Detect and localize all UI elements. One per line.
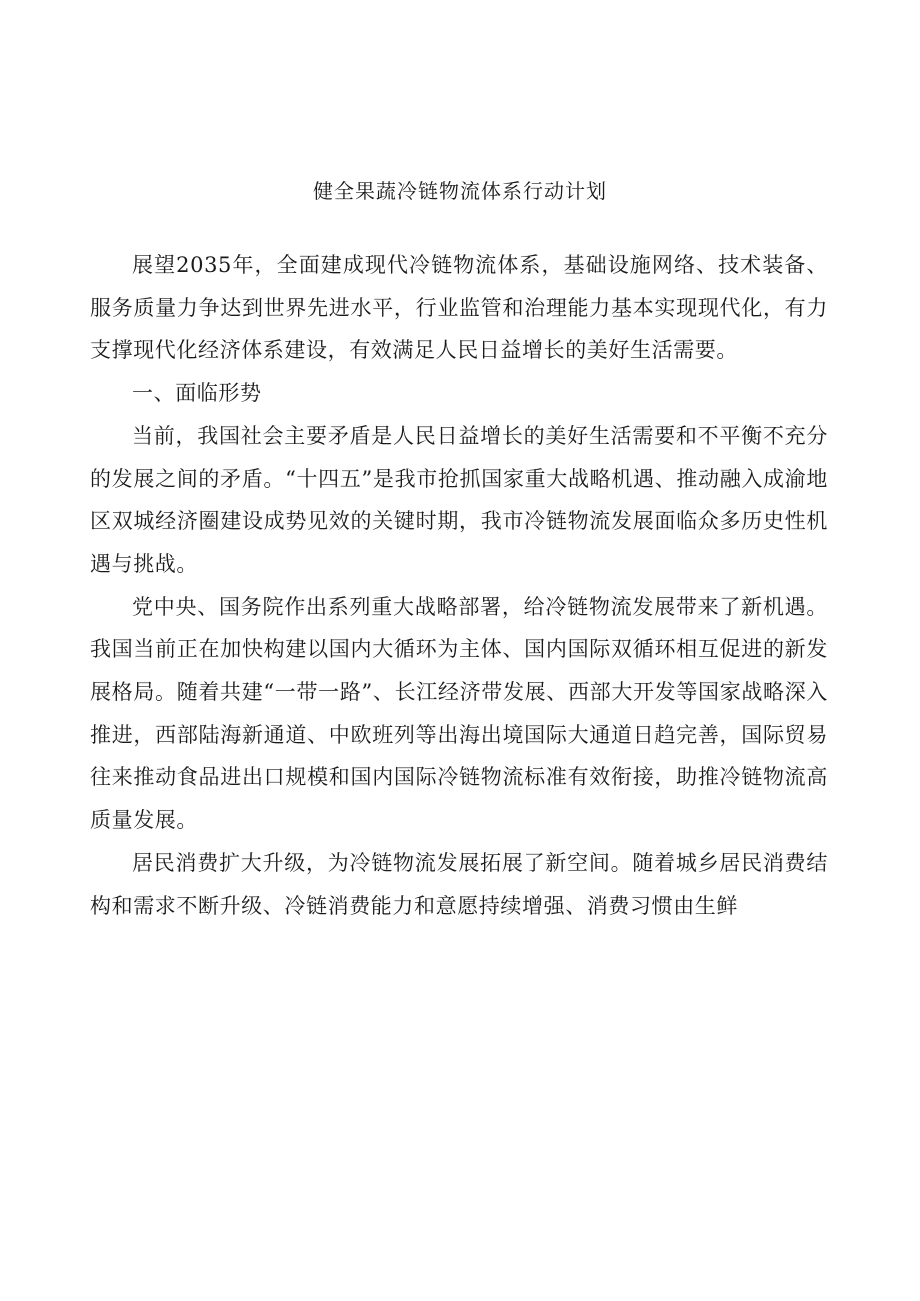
paragraph-outlook-2035: 展望2035年，全面建成现代冷链物流体系，基础设施网络、技术装备、服务质量力争达到世界先进水平，行业监管和治理能力基本实现现代化，有力支撑现代化经济体系建设，有效满足人民日益增长的美好生活需要。 (90, 253, 828, 363)
paragraph-current-situation: 当前，我国社会主要矛盾是人民日益增长的美好生活需要和不平衡不充分的发展之间的矛盾。“十四五”是我市抢抓国家重大战略机遇、推动融入成渝地区双城经济圈建设成势见效的关键时期，我市冷链物流发展面临众多历史性机遇与挑战。 (90, 423, 828, 576)
paragraph-consumption-upgrade: 居民消费扩大升级，为冷链物流发展拓展了新空间。随着城乡居民消费结构和需求不断升级、冷链消费能力和意愿持续增强、消费习惯由生鲜 (90, 850, 828, 918)
paragraph-strategic-opportunities: 党中央、国务院作出系列重大战略部署，给冷链物流发展带来了新机遇。我国当前正在加快构建以国内大循环为主体、国内国际双循环相互促进的新发展格局。随着共建“一带一路”、长江经济带发展、西部大开发等国家战略深入推进，西部陆海新通道、中欧班列等出海出境国际大通道日趋完善，国际贸易往来推动食品进出口规模和国内国际冷链物流标准有效衔接，助推冷链物流高质量发展。 (90, 594, 828, 833)
document-title: 健全果蔬冷链物流体系行动计划 (313, 179, 607, 203)
section-heading-situation: 一、面临形势 (132, 381, 262, 406)
document-body (90, 244, 828, 927)
